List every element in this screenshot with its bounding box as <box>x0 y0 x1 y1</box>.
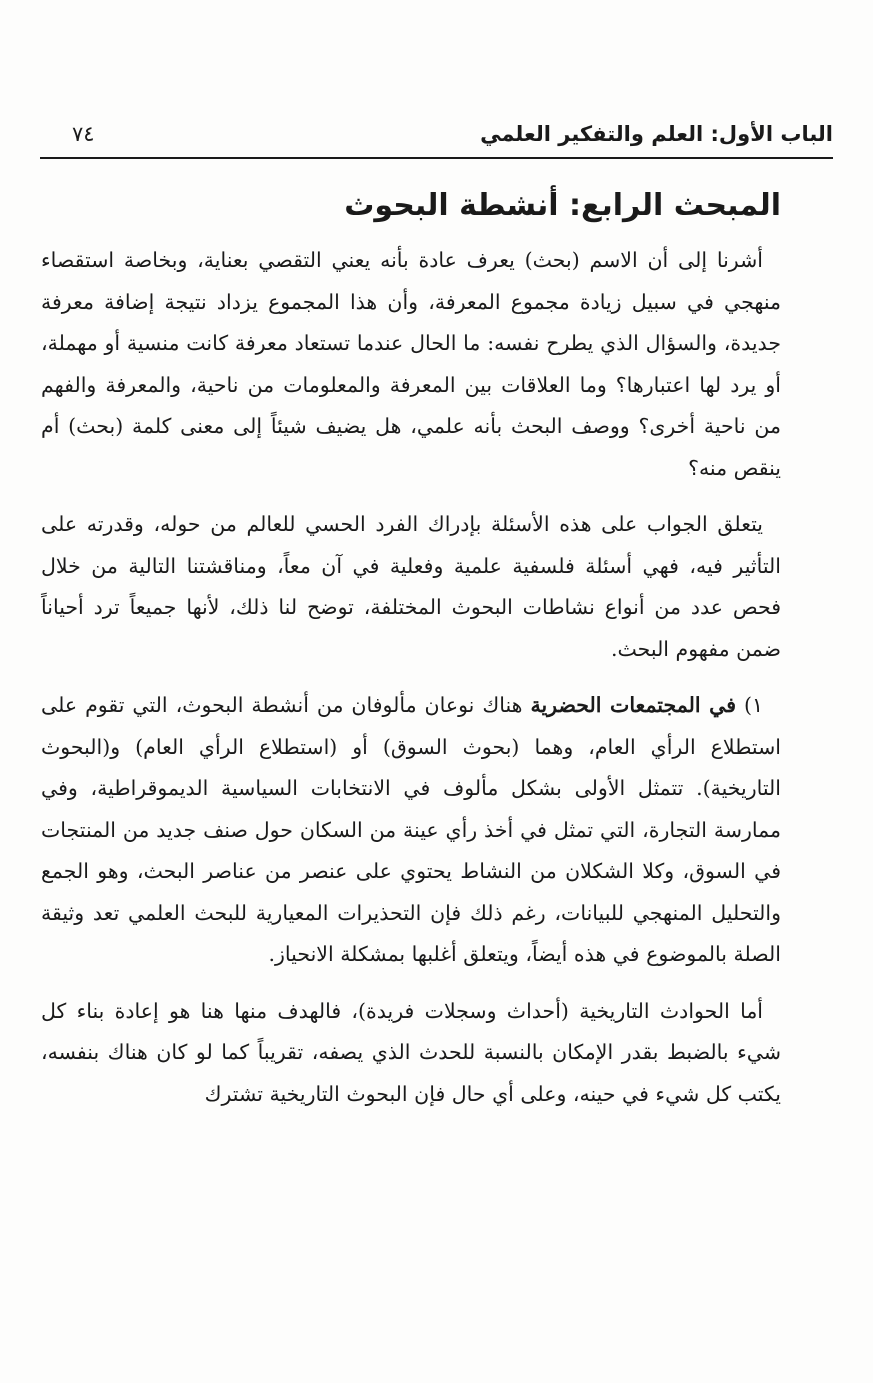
page-number: ٧٤ <box>72 122 95 146</box>
paragraph-2: يتعلق الجواب على هذه الأسئلة بإدراك الفرد الحسي للعالم من حوله، وقدرته على التأثير فيه، فهي أسئلة فلسفية علمية وفعلية في آن معاً، ومناقشتنا التالية من خلال فحص عدد من أنواع نشاطات البحوث المختلفة، توضح لنا ذلك، لأنها جميعاً ترد أحياناً ضمن مفهوم البحث. <box>41 512 781 661</box>
running-header <box>40 118 833 158</box>
section-title: المبحث الرابع: أنشطة البحوث <box>344 188 781 223</box>
paragraph-1: أشرنا إلى أن الاسم (بحث) يعرف عادة بأنه يعني التقصي بعناية، وبخاصة استقصاء منهجي في سبيل زيادة مجموع المعرفة، وأن هذا المجموع يزداد نتيجة إضافة معرفة جديدة، والسؤال الذي يطرح نفسه: ما الحال عندما تستعاد معرفة كانت منسية أو مهملة، أو يرد لها اعتبارها؟ وما العلاقات بين المعرفة والمعلومات من ناحية، والمعرفة والفهم من ناحية أخرى؟ ووصف البحث بأنه علمي، هل يضيف شيئاً إلى معنى كلمة (بحث) أم ينقص منه؟ <box>41 248 781 480</box>
chapter-title: الباب الأول: العلم والتفكير العلمي <box>480 122 833 146</box>
paragraph-4: أما الحوادث التاريخية (أحداث وسجلات فريدة)، فالهدف منها هنا هو إعادة بناء كل شيء بالضبط بقدر الإمكان بالنسبة للحدث الذي يصفه، تقريباً كما لو كان هناك بنفسه، يكتب كل شيء في حينه، وعلى أي حال فإن البحوث التاريخية تشترك <box>41 998 781 1106</box>
bold-term: في المجتمعات الحضرية <box>530 693 736 717</box>
paragraph-3 <box>41 685 781 976</box>
paragraph-3-text: هناك نوعان مألوفان من أنشطة البحوث، التي تقوم على استطلاع الرأي العام، وهما (بحوث السوق) أو (استطلاع الرأي العام) و(البحوث التاريخية). تتمثل الأولى بشكل مألوف في الانتخابات السياسية الديموقراطية، وفي ممارسة التجارة، التي تمثل في أخذ رأي عينة من السكان حول صنف جديد من المنتجات في السوق، وكلا الشكلان من النشاط يحتوي على عنصر من عناصر البحث، وهو الجمع والتحليل المنهجي للبيانات، رغم ذلك فإن التحذيرات المعيارية للبحث العلمي تعد وثيقة الصلة بالموضوع في هذه أيضاً، ويتعلق أغلبها بمشكلة الانحياز. <box>41 693 781 966</box>
header-rule <box>40 157 833 159</box>
body-text <box>41 240 781 1115</box>
list-marker: ١) <box>743 693 763 717</box>
